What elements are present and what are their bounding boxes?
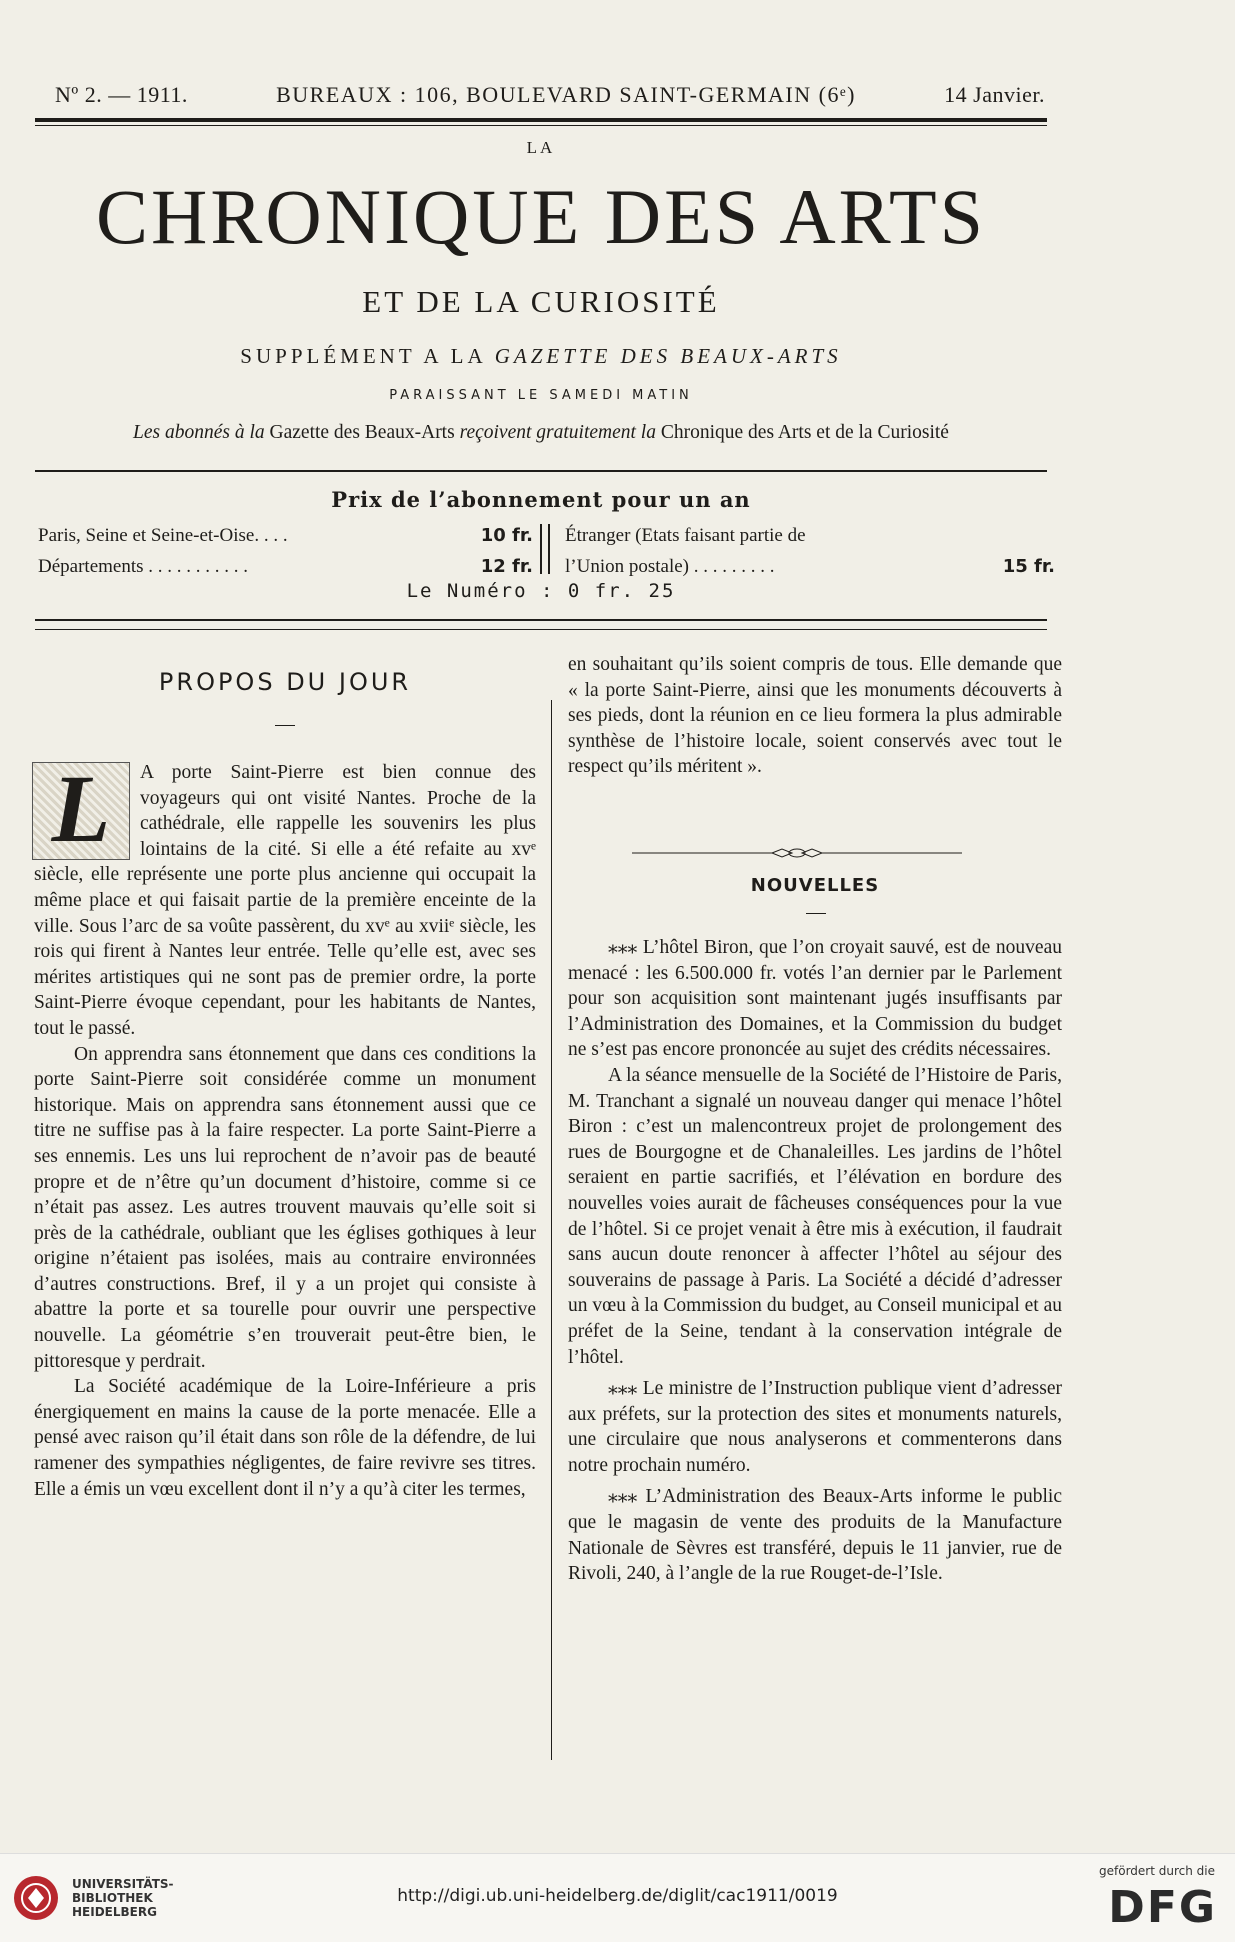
source-url-link[interactable]: http://digi.ub.uni-heidelberg.de/diglit/cac1911/0019 bbox=[397, 1886, 838, 1906]
page-subtitle: ET DE LA CURIOSITÉ bbox=[362, 284, 720, 319]
dfg-logo: DFG bbox=[1108, 1882, 1217, 1933]
section-rule bbox=[35, 470, 1047, 472]
prix-etranger bbox=[565, 520, 1055, 582]
prix-france bbox=[38, 520, 533, 582]
nouvelles-item-4: ⁎⁎⁎ L’Administration des Beaux-Arts informe le public que le magasin de vente des produits de la Manufacture Nationale de Sèvres est transféré, depuis le 11 janvier, rue de Rivoli, 240, à l’angle de la rue Rouget-de-l’Isle. bbox=[568, 1486, 1062, 1585]
prix-heading: Prix de l’abonnement pour un an bbox=[331, 487, 751, 512]
funding-note: gefördert durch die bbox=[1099, 1864, 1215, 1878]
nouvelles-article bbox=[568, 935, 1062, 1587]
propos-article bbox=[34, 755, 536, 1502]
bureaux-address: BUREAUX : 106, BOULEVARD SAINT-GERMAIN (6ᵉ) bbox=[276, 82, 856, 107]
prix-separator bbox=[540, 524, 542, 574]
dropcap-letter: L bbox=[32, 762, 130, 860]
masthead-rule-thin bbox=[35, 125, 1047, 126]
title-article: LA bbox=[526, 138, 556, 157]
nouvelles-item-2: A la séance mensuelle de la Société de l’Histoire de Paris, M. Tranchant a signalé un nouveau danger qui menace l’hôtel Biron : c’est un malencontreux projet de prolongement des rues de Bourgogne et de Chanaleilles. Les jardins de l’hôtel seraient en partie sacrifiés, et l’élévation en bordure des nouvelles voies aurait de fâcheuses conséquences pour la vue de l’hôtel. Si ce projet venait à être mis à exécution, il faudrait sans aucun doute renoncer à affecter l’hôtel au séjour des souverains de passage à Paris. La Société a décidé d’adresser un vœu à la Commission du budget, au Conseil municipal et au préfet de la Seine, tendant à la conservation intégrale de l’hôtel. bbox=[568, 1064, 1062, 1368]
prix-numero: Le Numéro : 0 fr. 25 bbox=[406, 580, 676, 602]
subscriber-note: Les abonnés à la Gazette des Beaux-Arts reçoivent gratuitement la Chronique des Arts et de la Curiosité bbox=[133, 422, 949, 443]
propos-heading: PROPOS DU JOUR bbox=[158, 668, 412, 696]
masthead-topline bbox=[55, 82, 1045, 108]
prix-row-etranger: Étranger (Etats faisant partie de bbox=[565, 525, 806, 546]
prix-row-paris: Paris, Seine et Seine-et-Oise. . . . 10 fr. bbox=[38, 525, 533, 546]
university-library-name: UNIVERSITÄTS- BIBLIOTHEK HEIDELBERG bbox=[72, 1877, 174, 1919]
section-rule-thin bbox=[35, 629, 1047, 630]
propos-paragraph-1: L A porte Saint-Pierre est bien connue des voyageurs qui ont visité Nantes. Proche de la cathédrale, elle rappelle les souvenirs les plus lointains de la cité. Si elle a été refaite au xvᵉ siècle, elle représente une porte plus ancienne qui occupait la même place et qui faisait partie de la première enceinte de la ville. Sous l’arc de sa voûte passèrent, du xvᵉ au xviiᵉ siècle, les rois qui firent à Nantes leur entrée. Telle qu’elle est, avec ses mérites artistiques qui ne sont pas de premier ordre, la porte Saint-Pierre évoque cependant, pour les habitants de Nantes, tout le passé. bbox=[34, 755, 536, 1039]
prix-separator bbox=[548, 524, 550, 574]
prix-row-etranger-2: l’Union postale) . . . . . . . . . 15 fr. bbox=[565, 556, 1055, 577]
section-rule bbox=[35, 619, 1047, 621]
nouvelles-heading: NOUVELLES bbox=[750, 875, 880, 896]
propos-paragraph-4: en souhaitant qu’ils soient compris de tous. Elle demande que « la porte Saint-Pierre, ainsi que les monuments découverts à ses pieds, dont la réunion en ce lieu formera la plus admirable synthèse de l’histoire locale, soient conservés avec tout le respect qu’ils méritent ». bbox=[568, 654, 1062, 778]
issue-date: 14 Janvier. bbox=[944, 82, 1045, 107]
propos-paragraph-2: On apprendra sans étonnement que dans ces conditions la porte Saint-Pierre soit considérée comme un monument historique. Mais on apprendra sans étonnement aussi que ce titre ne suffise pas à la faire respecter. La porte Saint-Pierre a ses ennemis. Les uns lui reprochent de n’avoir pas de beauté propre et de n’être qu’un document d’histoire, comme si ce n’était pas assez. Les autres trouvent mauvais qu’elle soit si près de la cathédrale, oubliant que les églises gothiques à leur origine n’étaient pas isolées, mais au contraire environnées d’autres constructions. Bref, il y a un projet qui consiste à abattre la porte et sa tourelle pour ouvrir une perspective nouvelle. La géométrie s’en trouverait peut-être bien, le pittoresque y perdrait. bbox=[34, 1043, 536, 1372]
ornament-divider-icon bbox=[632, 846, 962, 860]
supplement-line: SUPPLÉMENT A LA GAZETTE DES BEAUX-ARTS bbox=[240, 344, 842, 368]
nouvelles-item-1: ⁎⁎⁎ L’hôtel Biron, que l’on croyait sauvé, est de nouveau menacé : les 6.500.000 fr. votés l’an dernier par le Parlement pour son acquisition sont maintenant jugés insuffisants par l’Administration des Domaines, et la Commission du budget ne s’est pas encore prononcée au sujet des crédits nécessaires. bbox=[568, 937, 1062, 1061]
prix-row-departements: Départements . . . . . . . . . . . 12 fr. bbox=[38, 556, 533, 577]
column-divider bbox=[551, 700, 552, 1760]
propos-paragraph-3: La Société académique de la Loire-Inférieure a pris énergiquement en mains la cause de la porte menacée. Elle a pensé avec raison qu’il était dans son rôle de la défendre, de lui ramener des sympathies négligentes, de faire revivre ses titres. Elle a émis un vœu excellent dont il n’y a qu’à citer les termes, bbox=[34, 1376, 536, 1500]
masthead-rule bbox=[35, 118, 1047, 122]
nouvelles-item-3: ⁎⁎⁎ Le ministre de l’Instruction publique vient d’adresser aux préfets, sur la protection des sites et monuments naturels, une circulaire que nous analyserons et commenterons dans notre prochain numéro. bbox=[568, 1378, 1062, 1476]
propos-continuation bbox=[568, 652, 1062, 780]
digitization-footer bbox=[0, 1853, 1235, 1942]
heading-dash bbox=[275, 725, 295, 726]
page-title: CHRONIQUE DES ARTS bbox=[95, 173, 987, 260]
issue-number: Nº 2. — 1911. bbox=[55, 82, 188, 107]
heading-dash bbox=[806, 913, 826, 914]
publication-schedule: PARAISSANT LE SAMEDI MATIN bbox=[389, 388, 693, 403]
